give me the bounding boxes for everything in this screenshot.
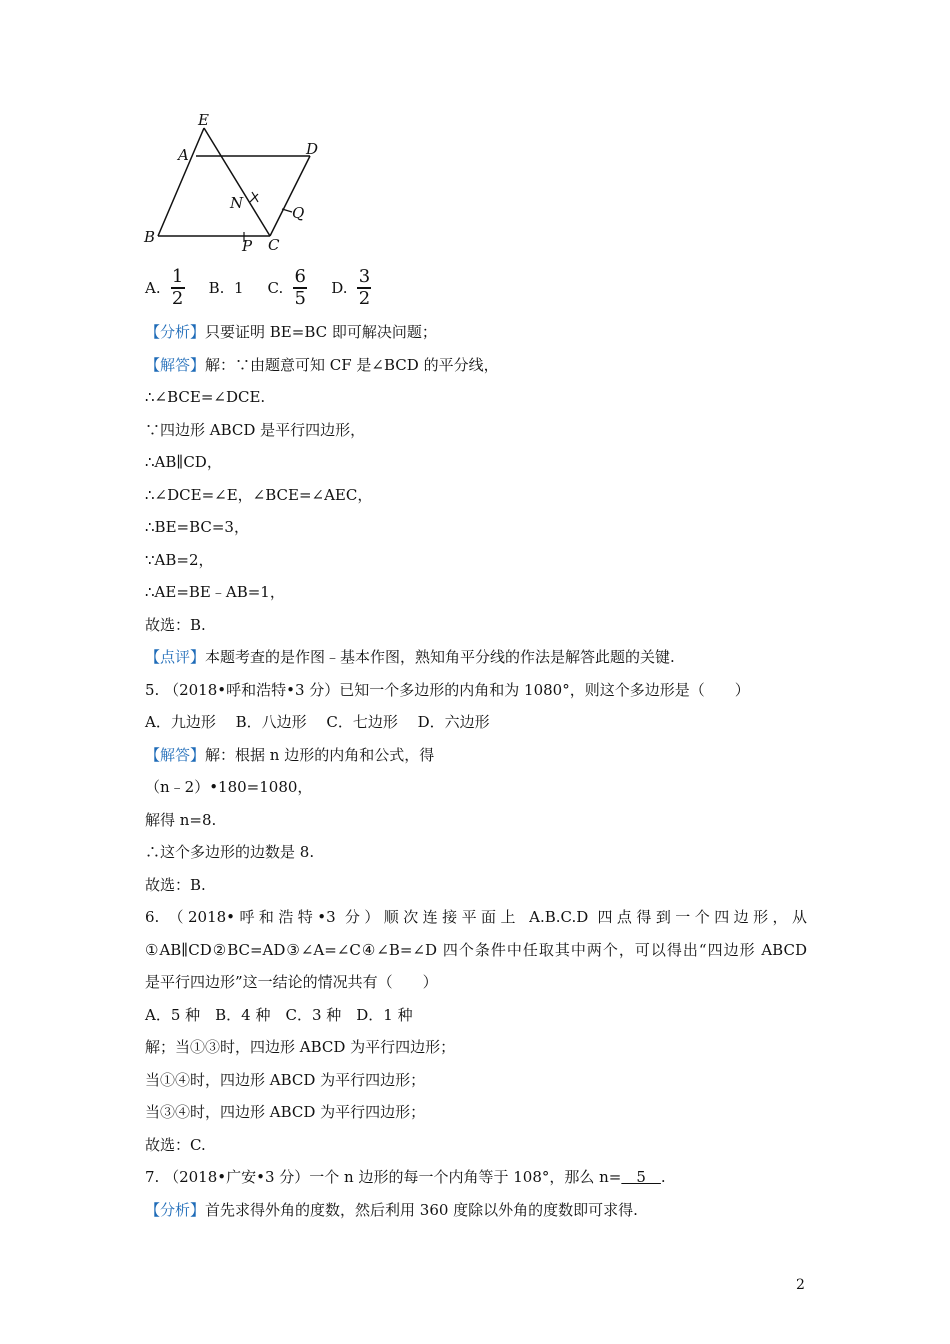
analysis-line: 【分析】首先求得外角的度数，然后利用 360 度除以外角的度数即可求得. xyxy=(145,1201,638,1219)
option-d: D. $\frac{3}{2}$ xyxy=(331,266,371,309)
label-q: Q xyxy=(292,204,305,222)
question-6-line-3: 是平行四边形”这一结论的情况共有（ ） xyxy=(145,973,438,991)
text-line: 故选：B. xyxy=(145,616,206,634)
text-line: ∴BE=BC=3， xyxy=(145,518,249,536)
text-line: ∴这个多边形的边数是 8. xyxy=(145,843,315,861)
text-line: 故选：B. xyxy=(145,876,206,894)
analysis-line: 【分析】只要证明 BE=BC 即可解决问题； xyxy=(145,323,437,341)
question-6-line-2: ①AB∥CD②BC=AD③∠A=∠C④∠B=∠D 四个条件中任取其中两个，可以得出“四边形 ABCD xyxy=(145,941,807,959)
text-line: ∴∠BCE=∠DCE. xyxy=(145,388,266,406)
text-line: （n﹣2）•180=1080， xyxy=(145,778,313,796)
text-line: 故选：C. xyxy=(145,1136,206,1154)
label-a: A xyxy=(178,146,189,164)
question-6-options: A．5 种 B．4 种 C．3 种 D．1 种 xyxy=(145,1006,413,1024)
label-e: E xyxy=(198,111,209,129)
question-5-options: A．九边形 B．八边形 C．七边形 D．六边形 xyxy=(145,713,490,731)
question-6-line-1: 6. （2018•呼和浩特•3 分）顺次连接平面上 A.B.C.D 四点得到一个四边形，从 xyxy=(145,908,807,926)
answer-options xyxy=(145,266,395,310)
text-line: 当①④时，四边形 ABCD 为平行四边形； xyxy=(145,1071,426,1089)
fraction: $\frac{6}{5}$ xyxy=(294,266,306,309)
option-b: B. 1 xyxy=(208,279,244,297)
label-d: D xyxy=(306,140,319,158)
comment-line: 【点评】本题考查的是作图﹣基本作图，熟知角平分线的作法是解答此题的关键. xyxy=(145,648,675,666)
solution-line: 【解答】解：∵由题意可知 CF 是∠BCD 的平分线， xyxy=(145,356,499,374)
text-line: ∵AB=2， xyxy=(145,551,214,569)
question-5: 5. （2018•呼和浩特•3 分）已知一个多边形的内角和为 1080°，则这个多边形是（ ） xyxy=(145,681,750,699)
text-line: 解；当①③时，四边形 ABCD 为平行四边形； xyxy=(145,1038,456,1056)
text-line: ∴AE=BE﹣AB=1， xyxy=(145,583,285,601)
page-number: 2 xyxy=(796,1277,805,1293)
text-line: 解得 n=8. xyxy=(145,811,217,829)
fraction: $\frac{3}{2}$ xyxy=(358,266,371,309)
text-line: ∵四边形 ABCD 是平行四边形， xyxy=(145,421,366,439)
option-c: C. $\frac{6}{5}$ xyxy=(267,266,306,309)
label-c: C xyxy=(268,236,280,254)
label-n: N xyxy=(230,194,244,212)
text-line: ∴AB∥CD， xyxy=(145,453,222,471)
text-line: 当③④时，四边形 ABCD 为平行四边形； xyxy=(145,1103,426,1121)
parallelogram-figure xyxy=(140,108,340,258)
question-7: 7. （2018•广安•3 分）一个 n 边形的每一个内角等于 108°，那么 n= 5 . xyxy=(145,1168,666,1186)
label-b: B xyxy=(144,228,156,246)
fraction: $\frac{1}{2}$ xyxy=(171,266,184,309)
text-line: ∴∠DCE=∠E，∠BCE=∠AEC， xyxy=(145,486,373,504)
label-p: P xyxy=(242,237,253,255)
solution-line: 【解答】解：根据 n 边形的内角和公式，得 xyxy=(145,746,435,764)
answer-blank: 5 xyxy=(621,1168,661,1186)
option-a: A. $\frac{1}{2}$ xyxy=(145,266,184,309)
